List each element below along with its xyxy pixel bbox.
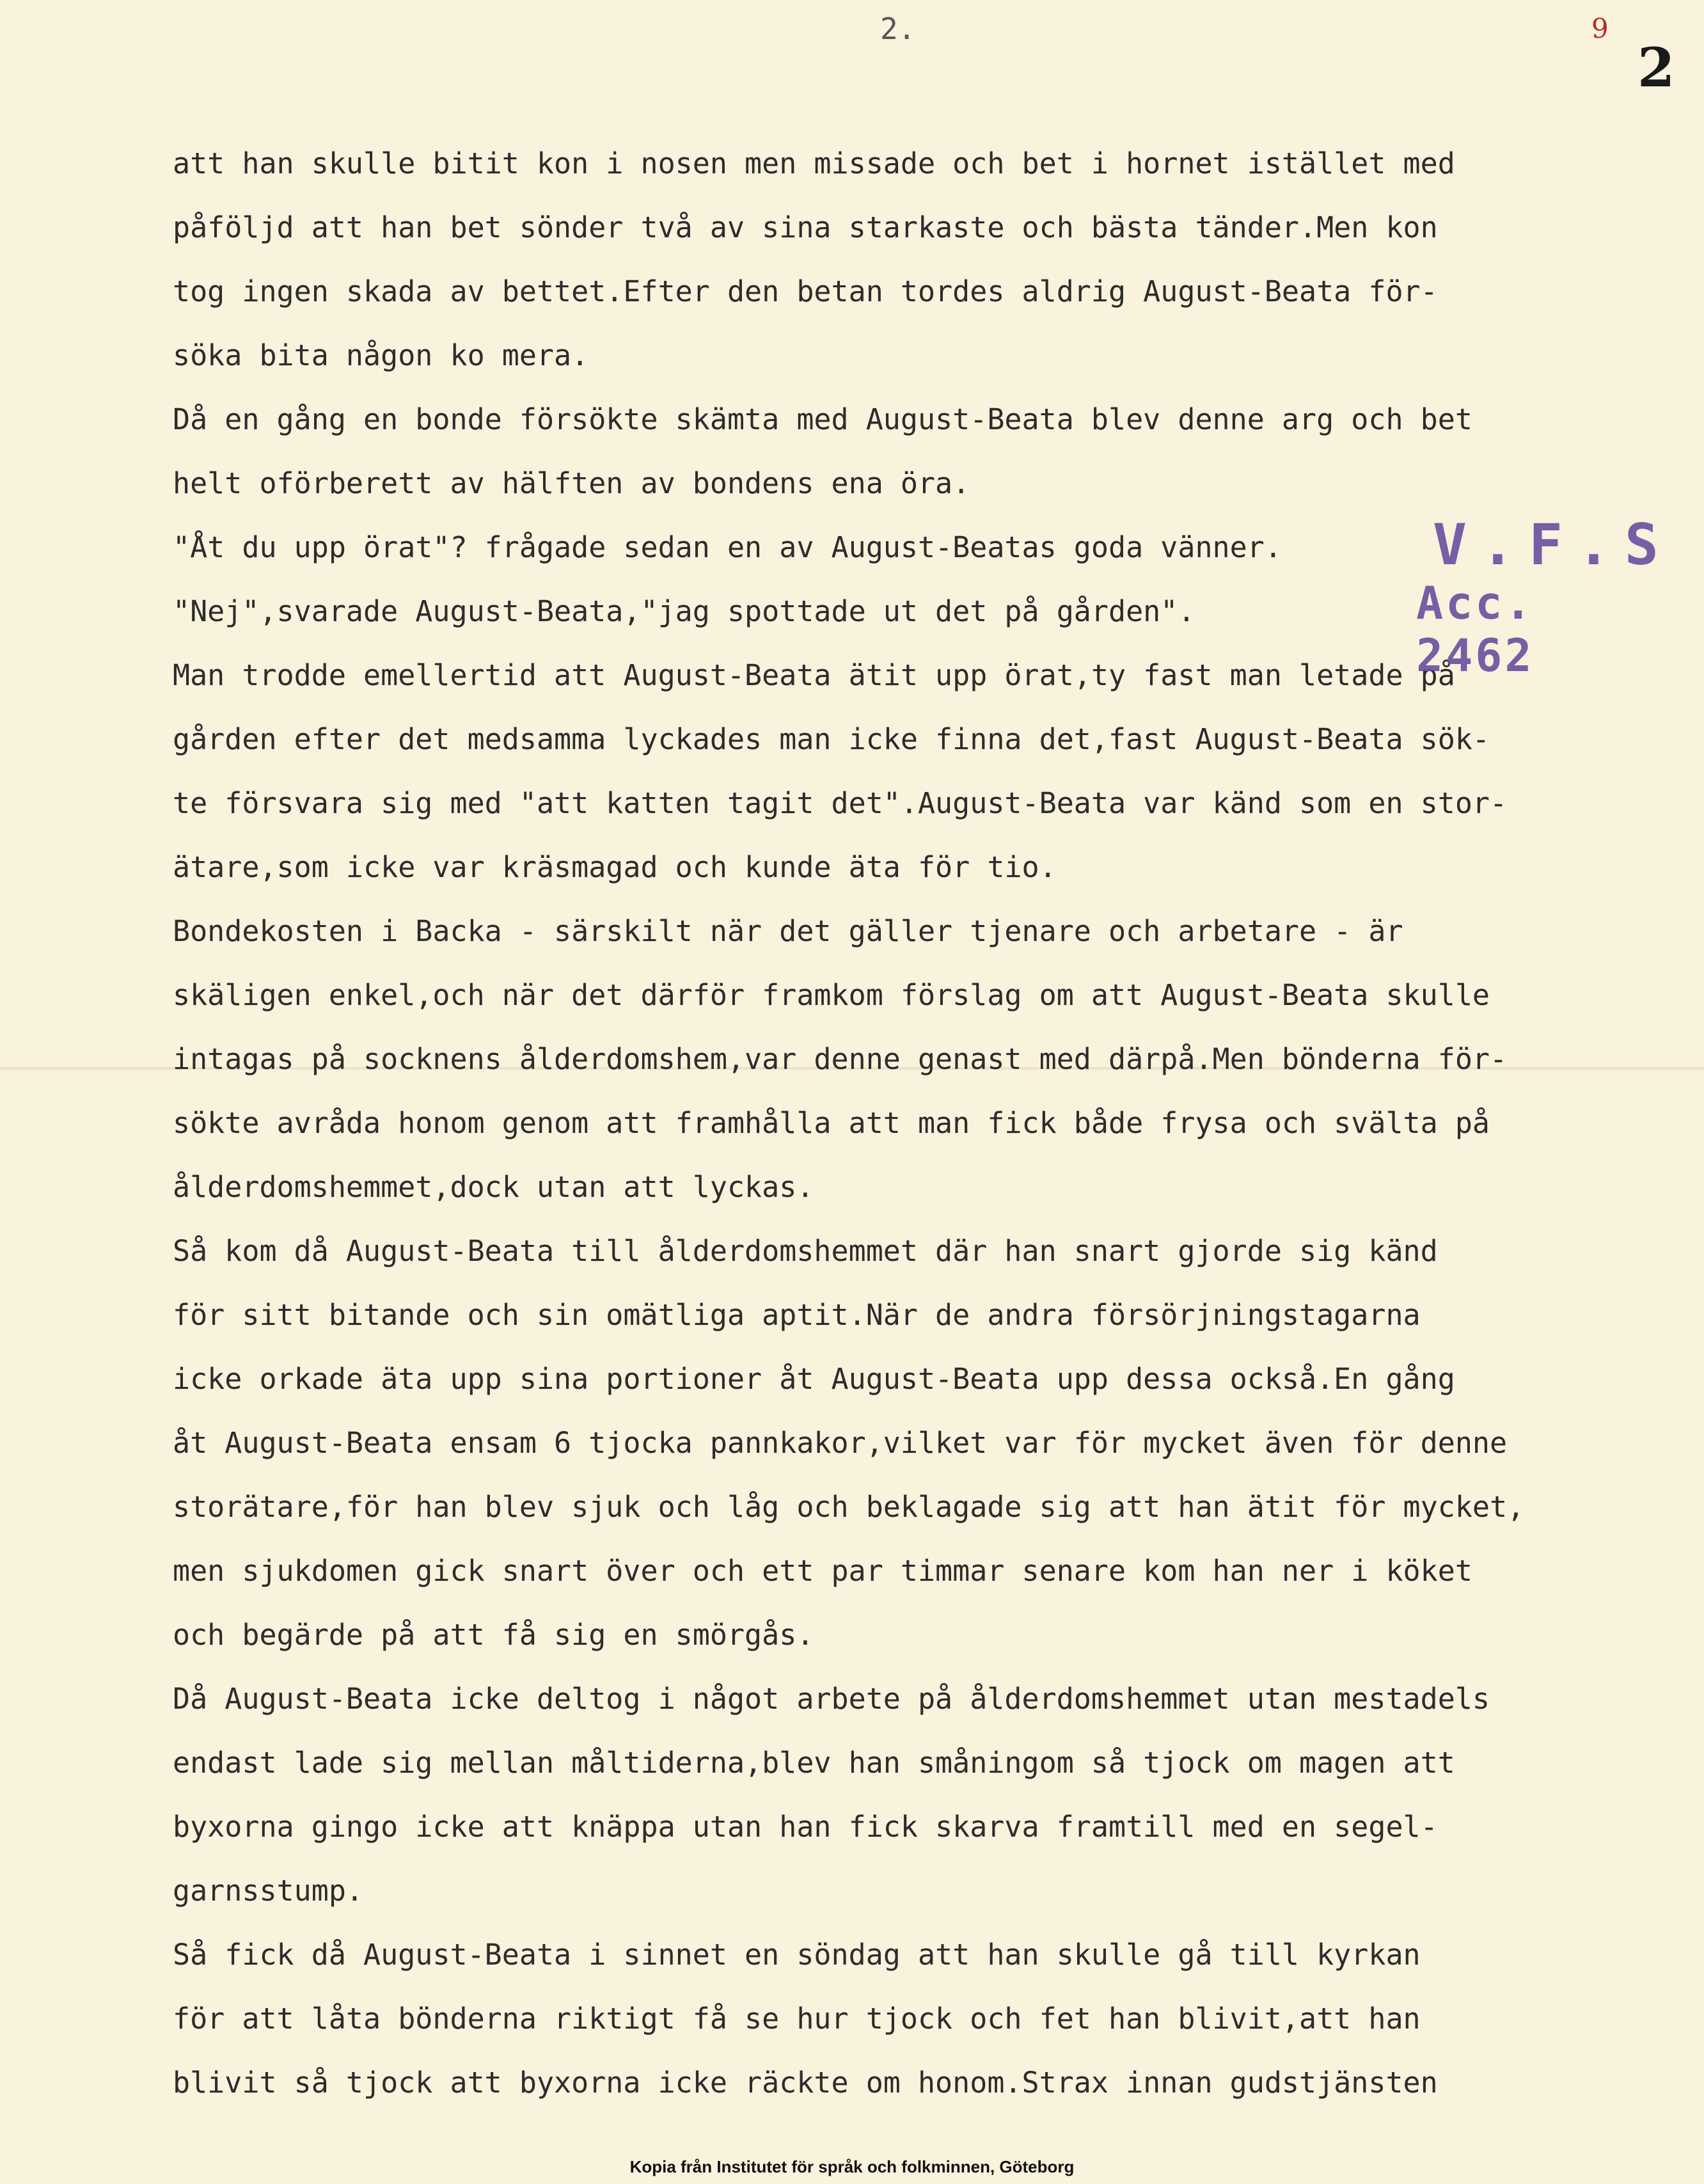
text-line: garnsstump. (173, 1874, 364, 1908)
text-line: gården efter det medsamma lyckades man icke finna det,fast August-Beata sök- (173, 722, 1490, 756)
text-line: Då en gång en bonde försökte skämta med August-Beata blev denne arg och bet (173, 402, 1472, 436)
stamp-accession-number: Acc. 2462 (1416, 577, 1534, 682)
text-line: Bondekosten i Backa - särskilt när det gäller tjenare och arbetare - är (173, 914, 1403, 948)
text-line: åt August-Beata ensam 6 tjocka pannkakor,vilket var för mycket även för denne (173, 1426, 1508, 1460)
text-line: byxorna gingo icke att knäppa utan han fick skarva framtill med en segel- (173, 1810, 1438, 1844)
text-line: att han skulle bitit kon i nosen men missade och bet i hornet istället med (173, 146, 1455, 180)
archive-red-mark: 9 (1591, 13, 1609, 44)
text-line: Då August-Beata icke deltog i något arbete på ålderdomshemmet utan mestadels (173, 1682, 1490, 1716)
text-line: och begärde på att få sig en smörgås. (173, 1618, 814, 1652)
text-line: ålderdomshemmet,dock utan att lyckas. (173, 1170, 814, 1204)
text-line: "Nej",svarade August-Beata,"jag spottade ut det på gården". (173, 594, 1195, 628)
text-line: te försvara sig med "att katten tagit det".August-Beata var känd som en stor- (173, 786, 1508, 820)
text-line: för sitt bitande och sin omätliga aptit.När de andra försörjningstagarna (173, 1298, 1421, 1332)
text-line: påföljd att han bet sönder två av sina starkaste och bästa tänder.Men kon (173, 210, 1438, 244)
text-line: Så kom då August-Beata till ålderdomshemmet där han snart gjorde sig känd (173, 1234, 1438, 1268)
text-line: men sjukdomen gick snart över och ett par timmar senare kom han ner i köket (173, 1554, 1472, 1588)
archive-stamp (1407, 507, 1673, 682)
text-line: Man trodde emellertid att August-Beata ätit upp örat,ty fast man letade på (173, 658, 1455, 692)
text-line: icke orkade äta upp sina portioner åt August-Beata upp dessa också.En gång (173, 1362, 1455, 1396)
text-line: Så fick då August-Beata i sinnet en söndag att han skulle gå till kyrkan (173, 1938, 1421, 1972)
text-line: sökte avråda honom genom att framhålla att man fick både frysa och svälta på (173, 1106, 1490, 1140)
text-line: storätare,för han blev sjuk och låg och beklagade sig att han ätit för mycket, (173, 1490, 1525, 1524)
archive-page-mark: 2 (1637, 36, 1675, 99)
text-line: söka bita någon ko mera. (173, 338, 589, 372)
text-line: intagas på socknens ålderdomshem,var denne genast med därpå.Men bönderna för- (173, 1042, 1508, 1076)
text-line: tog ingen skada av bettet.Efter den betan tordes aldrig August-Beata för- (173, 274, 1438, 308)
text-line: blivit så tjock att byxorna icke räckte om honom.Strax innan gudstjänsten (173, 2066, 1438, 2100)
text-line: skäligen enkel,och när det därför framkom förslag om att August-Beata skulle (173, 978, 1490, 1012)
archive-footer: Kopia från Institutet för språk och folkminnen, Göteborg (629, 2157, 1075, 2176)
stamp-initials: V.F.S (1433, 512, 1673, 578)
text-line: ätare,som icke var kräsmagad och kunde äta för tio. (173, 850, 1057, 884)
text-line: helt oförberett av hälften av bondens ena öra. (173, 466, 970, 500)
text-line: för att låta bönderna riktigt få se hur tjock och fet han blivit,att han (173, 2002, 1421, 2036)
page-number: 2. (880, 12, 916, 46)
text-line: "Åt du upp örat"? frågade sedan en av August-Beatas goda vänner. (173, 530, 1282, 564)
text-line: endast lade sig mellan måltiderna,blev han småningom så tjock om magen att (173, 1746, 1455, 1780)
